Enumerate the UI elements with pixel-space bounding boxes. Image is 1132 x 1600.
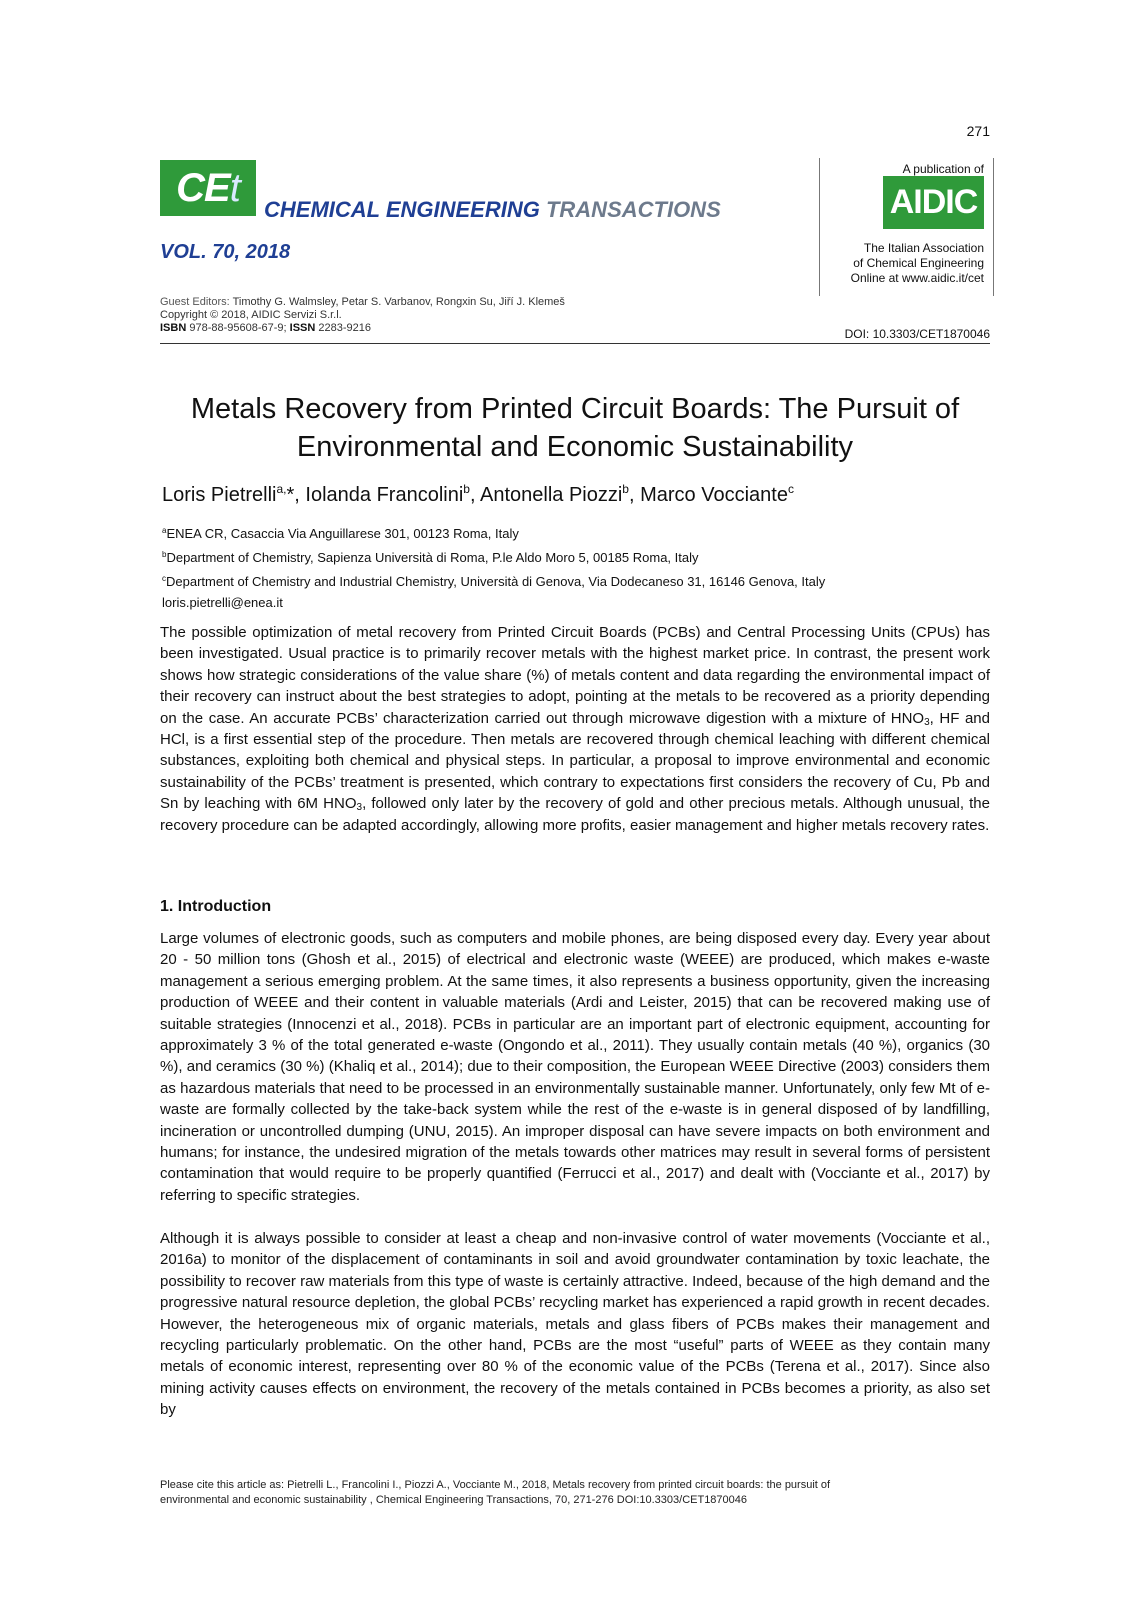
copyright: Copyright © 2018, AIDIC Servizi S.r.l. — [160, 309, 342, 321]
header-divider-left — [819, 158, 820, 296]
author-sup: a, — [276, 482, 287, 496]
author: Marco Vocciante — [640, 484, 788, 506]
editorial-info — [160, 296, 565, 335]
author: Antonella Piozzi — [479, 484, 623, 506]
journal-name — [264, 197, 721, 223]
issn-label: ISSN — [289, 322, 316, 334]
author-sup: c — [787, 482, 794, 496]
doi[interactable]: DOI: 10.3303/CET1870046 — [844, 327, 990, 341]
publication-of-label: A publication of — [902, 162, 984, 176]
association-link[interactable]: Online at www.aidic.it/cet — [850, 271, 984, 285]
corresponding-email[interactable]: loris.pietrelli@enea.it — [162, 595, 283, 610]
author-mark: *, — [286, 484, 306, 506]
affiliation: $^c$Department of Chemistry and Industrial Chemistry, Università di Genova, Via Dodecaneso 31, 16146 Genova, Italy — [162, 574, 826, 589]
author-sup: b — [463, 482, 470, 496]
affiliations — [162, 520, 825, 613]
volume-label: VOL. 70, 2018 — [160, 241, 291, 263]
page-number: 271 — [966, 123, 990, 139]
citation-line: Please cite this article as: Pietrelli L., Francolini I., Piozzi A., Vocciante M., 2018, Metals recovery from printed circuit boards: the pursuit of — [160, 1479, 831, 1491]
cet-logo-text: CEt — [176, 165, 240, 210]
intro-paragraph: Large volumes of electronic goods, such as computers and mobile phones, are being disposed every day. Every year about 20 - 50 million tons (Ghosh et al., 2015) of electrical and electronic waste (WEEE) are produced, which makes e-waste management a serious emerging problem. At the same times, it also represents a business opportunity, given the increasing production of WEEE and their content in valuable materials (Ardi and Leister, 2015) that can be recovered making use of suitable strategies (Innocenzi et al., 2018). PCBs in particular are an important part of electronic equipment, accounting for approximately 3 % of the total generated e-waste (Ongondo et al., 2011). They usually contain metals (40 %), organics (30 %), and ceramics (30 %) (Khaliq et al., 2014); due to their composition, the European WEEE Directive (2003) considers them as hazardous materials that need to be processed in an environmentally sustainable manner. Unfortunately, only few Mt of e-waste are formally collected by the take-back system while the rest of the e-waste is in general disposed of by landfilling, incineration or uncontrolled dumping (UNU, 2015). An improper disposal can have severe impacts on both environment and humans; for instance, the undesired migration of the metals towards other matrices may result in several forms of persistent contamination that would require to be properly quantified (Ferrucci et al., 2017) and dealt with (Vocciante et al., 2017) by referring to specific strategies. — [160, 930, 990, 1204]
author-sup: b — [622, 482, 629, 496]
abstract: The possible optimization of metal recovery from Printed Circuit Boards (PCBs) and Central Processing Units (CPUs) has been investigated. Usual practice is to primarily recover metals with the highest market price. In contrast, the present work shows how strategic considerations of the value share (%) of metals content and data regarding the environmental impact of their recovery can instruct about the best strategies to adopt, pointing at the metals to be recovered as a priority depending on the case. An accurate PCBs’ characterization carried out through microwave digestion with a mixture of $HNO_3$, HF and HCl, is a first essential step of the procedure. Then metals are recovered through chemical leaching with different chemical substances, exploiting both chemical and physical steps. In particular, a proposal to improve environmental and economic sustainability of the PCBs’ treatment is presented, which contrary to expectations first considers the recovery of Cu, Pb and Sn by leaching with 6M $HNO_3$, followed only later by the recovery of gold and other precious metals. Although unusual, the recovery procedure can be adapted accordingly, allowing more profits, easier management and higher metals recovery rates. — [160, 624, 990, 834]
author-mark: , — [469, 484, 480, 506]
aidic-logo: AIDIC — [883, 176, 984, 229]
header-rule — [160, 343, 990, 344]
isbn: 978-88-95608-67-9; — [189, 322, 287, 334]
title-line: Environmental and Economic Sustainability — [296, 431, 854, 463]
guest-editors: Timothy G. Walmsley, Petar S. Varbanov, Rongxin Su, Jiří J. Klemeš — [232, 296, 565, 308]
association-info — [830, 241, 984, 286]
intro-paragraph: Although it is always possible to consider at least a cheap and non-invasive control of water movements (Vocciante et al., 2016a) to monitor of the displacement of contaminants in soil and avoid groundwater contamination by toxic leachate, the possibility to recover raw materials from this type of waste is certainly attractive. Indeed, because of the high demand and the progressive natural resource depletion, the global PCBs’ recycling market has experienced a rapid growth in recent decades. However, the heterogeneous mix of organic materials, metals and glass fibers of PCBs makes their management and recycling particularly problematic. On the other hand, PCBs are the most “useful” parts of WEEE as they contain many metals of economic interest, representing over 80 % of the economic value of the PCBs (Terena et al., 2017). Since also mining activity causes effects on environment, the recovery of the metals contained in PCBs becomes a priority, as also set by — [160, 1230, 990, 1419]
author: Iolanda Francolini — [305, 484, 464, 506]
citation-line: environmental and economic sustainability , Chemical Engineering Transactions, 70, 271-276 DOI:10.3303/CET1870046 — [160, 1494, 748, 1506]
citation-footer — [160, 1478, 990, 1508]
association-line: of Chemical Engineering — [853, 256, 984, 270]
isbn-label: ISBN — [160, 322, 187, 334]
affiliation: $^a$ENEA CR, Casaccia Via Anguillarese 301, 00123 Roma, Italy — [162, 526, 519, 541]
author-mark: , — [628, 484, 641, 506]
issn: 2283-9216 — [318, 322, 372, 334]
journal-name-bold: CHEMICAL ENGINEERING — [264, 197, 540, 222]
section-heading-introduction: 1. Introduction — [160, 898, 272, 915]
journal-name-rest: TRANSACTIONS — [545, 197, 721, 222]
guest-editors-label: Guest Editors: — [160, 296, 230, 308]
header-divider-right — [993, 158, 994, 296]
association-line: The Italian Association — [863, 241, 984, 255]
author-list — [162, 482, 794, 507]
title-line: Metals Recovery from Printed Circuit Boards: The Pursuit of — [190, 393, 960, 425]
affiliation: $^b$Department of Chemistry, Sapienza Università di Roma, P.le Aldo Moro 5, 00185 Roma, Italy — [162, 550, 699, 565]
paper-title — [160, 390, 990, 466]
cet-logo — [160, 160, 256, 216]
author: Loris Pietrelli — [162, 484, 277, 506]
